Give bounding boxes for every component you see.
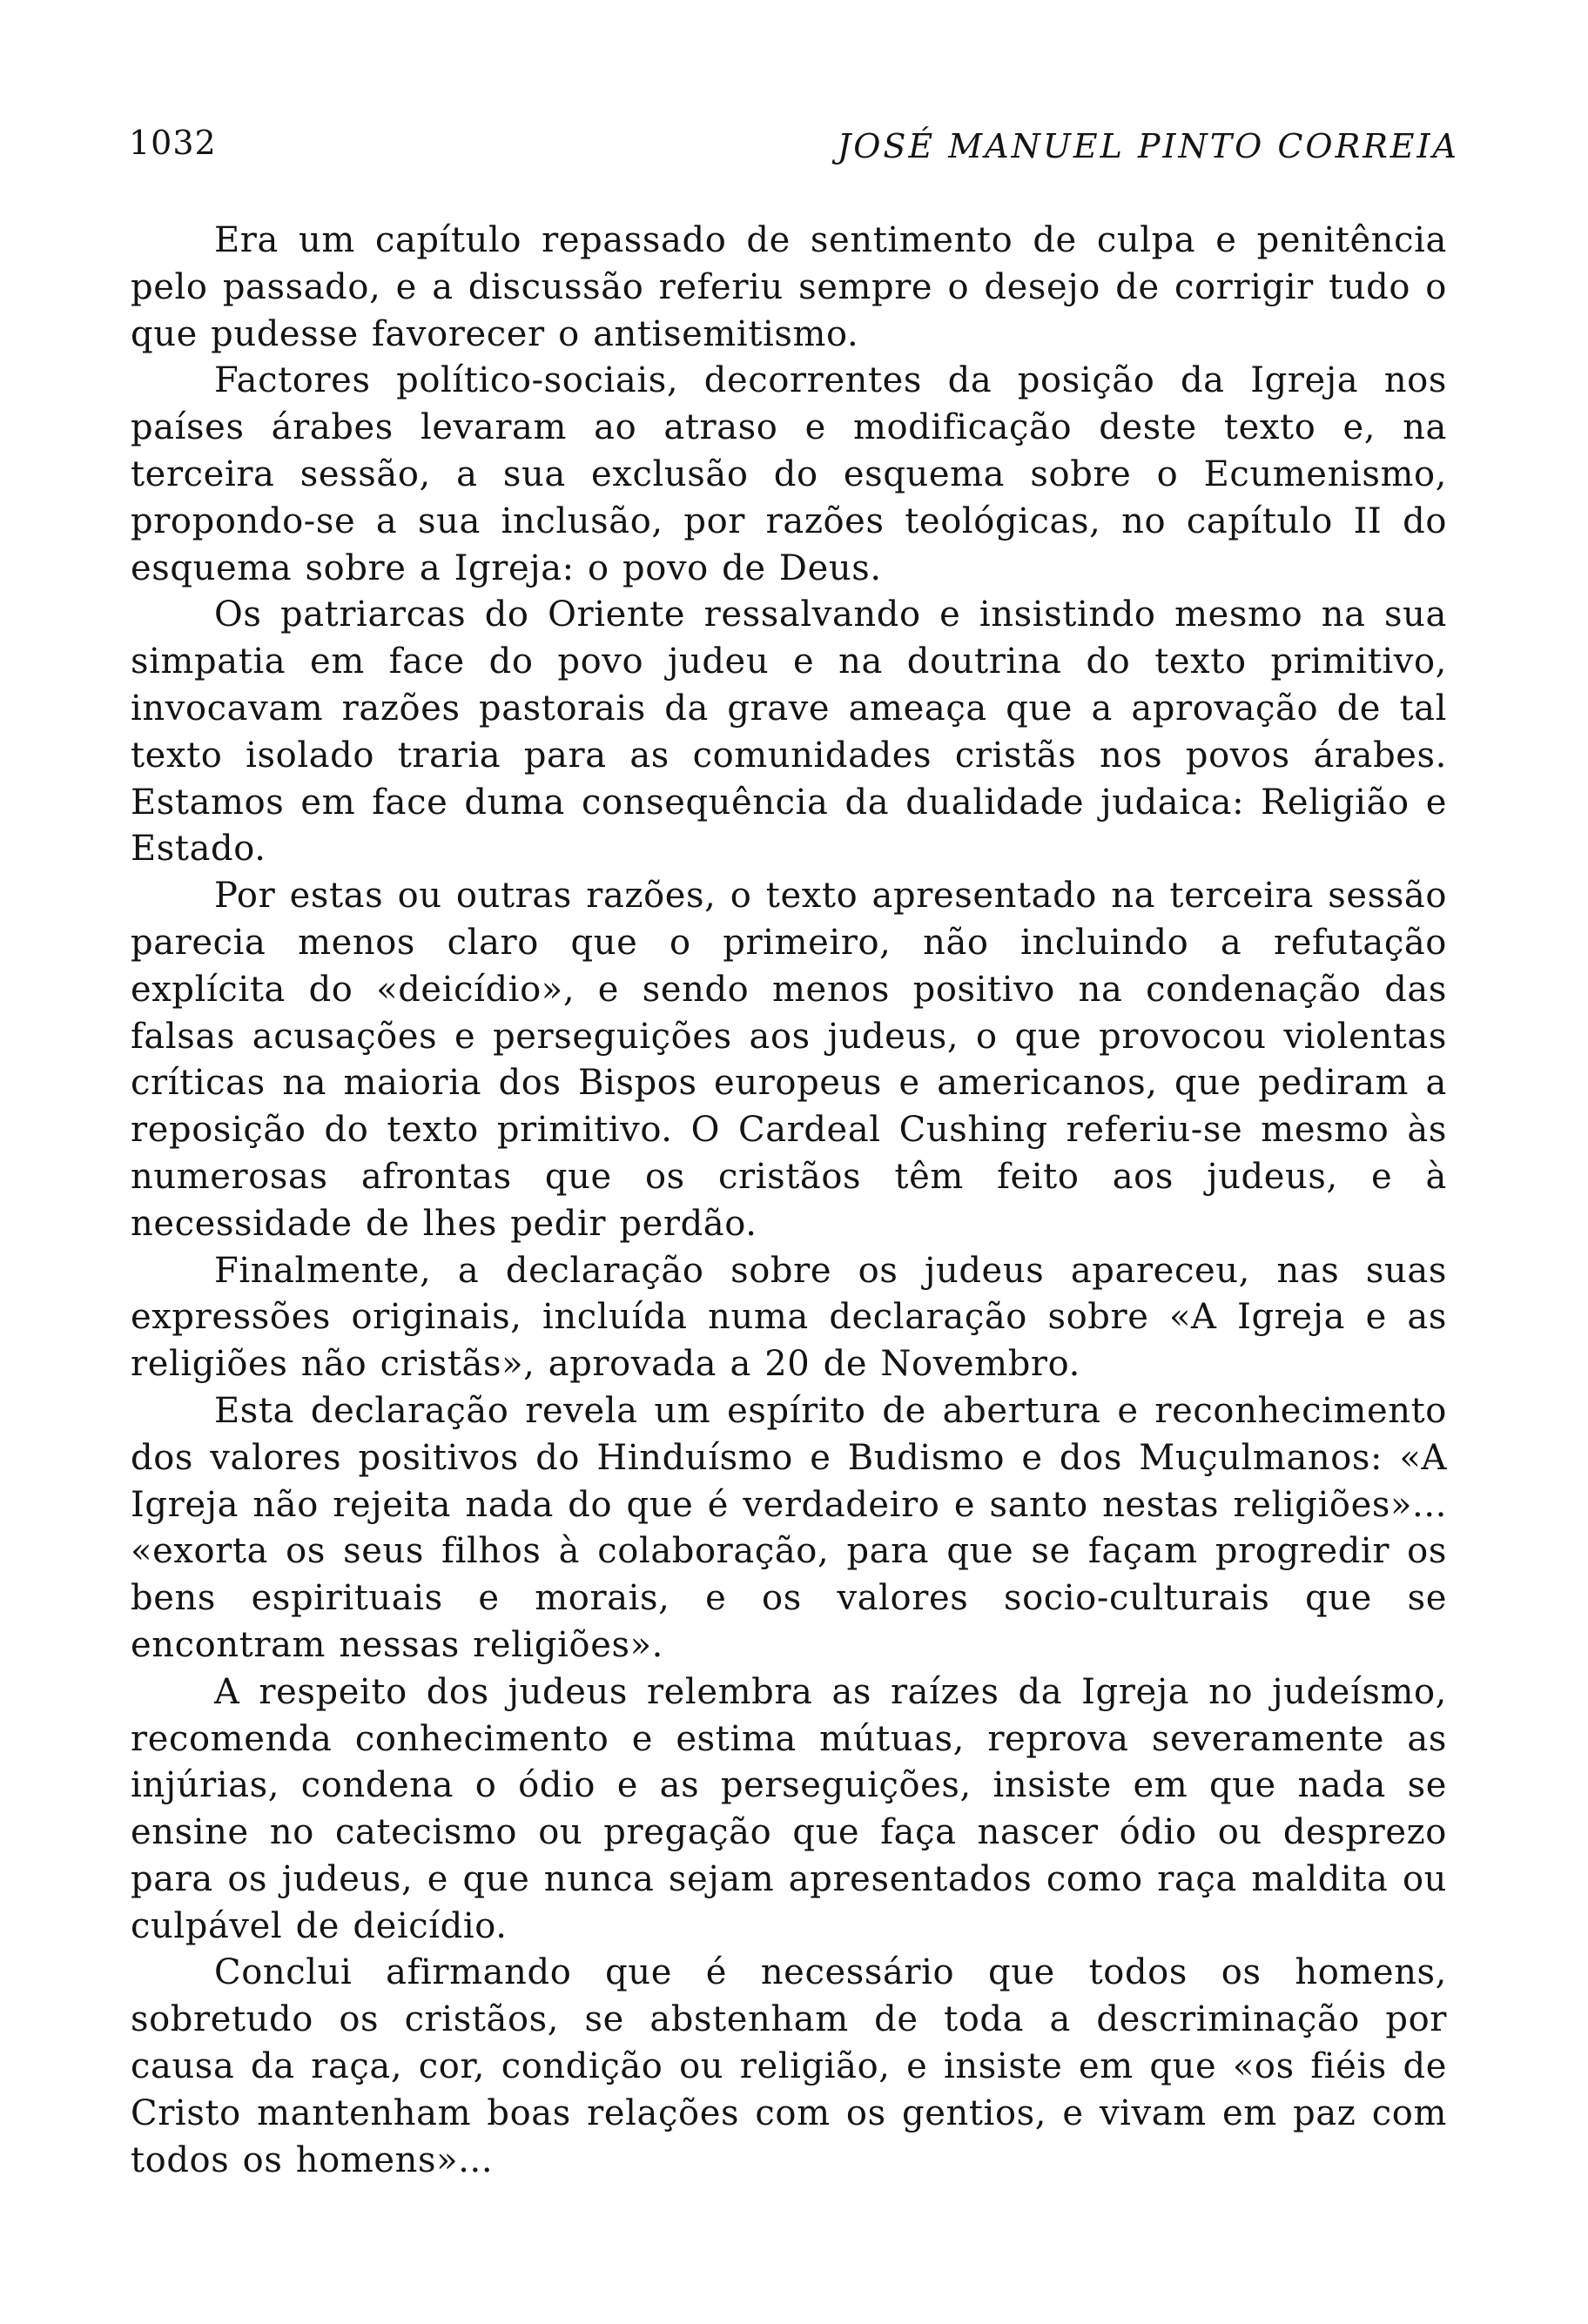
body-text (131, 218, 1447, 2184)
paragraph: Era um capítulo repassado de sentimento de culpa e penitência pelo passado, e a discussão referiu sempre o desejo de corrigir tudo o que pudesse favorecer o antisemitismo. (131, 220, 1447, 354)
paragraph: Conclui afirmando que é necessário que todos os homens, sobretudo os cristãos, se abstenham de toda a descriminação por causa da raça, cor, condição ou religião, e insiste em que «os fiéis de Cristo mantenham boas relações com os gentios, e vivam em paz com todos os homens»... (131, 1952, 1447, 2180)
paragraph: Esta declaração revela um espírito de abertura e reconhecimento dos valores positivos do Hinduísmo e Budismo e dos Muçulmanos: «A Igreja não rejeita nada do que é verdadeiro e santo nestas religiões»... «exorta os seus filhos à colaboração, para que se façam progredir os bens espirituais e morais, e os valores socio-culturais que se encontram nessas religiões». (131, 1390, 1447, 1665)
running-title: JOSÉ MANUEL PINTO CORREIA (838, 127, 1459, 165)
paragraph: Factores político-sociais, decorrentes da posição da Igreja nos países árabes levaram ao atraso e modificação deste texto e, na terceira sessão, a sua exclusão do esquema sobre o Ecumenismo, propondo-se a sua inclusão, por razões teológicas, no capítulo II do esquema sobre a Igreja: o povo de Deus. (131, 360, 1447, 588)
paragraph: A respeito dos judeus relembra as raízes da Igreja no judeísmo, recomenda conhecimento e estima mútuas, reprova severamente as injúrias, condena o ódio e as perseguições, insiste em que nada se ensine no catecismo ou pregação que faça nascer ódio ou desprezo para os judeus, e que nunca sejam apresentados como raça maldita ou culpável de deicídio. (131, 1671, 1447, 1946)
page-number: 1032 (129, 124, 217, 162)
paragraph: Os patriarcas do Oriente ressalvando e insistindo mesmo na sua simpatia em face do povo judeu e na doutrina do texto primitivo, invocavam razões pastorais da grave ameaça que a aprovação de tal texto isolado traria para as comunidades cristãs nos povos árabes. Estamos em face duma consequência da dualidade judaica: Religião e Estado. (131, 594, 1447, 870)
running-header (129, 124, 1459, 176)
paragraph: Por estas ou outras razões, o texto apresentado na terceira sessão parecia menos claro que o primeiro, não incluindo a refutação explícita do «deicídio», e sendo menos positivo na condenação das falsas acusações e perseguições aos judeus, o que provocou violentas críticas na maioria dos Bispos europeus e americanos, que pediram a reposição do texto primitivo. O Cardeal Cushing referiu-se mesmo às numerosas afrontas que os cristãos têm feito aos judeus, e à necessidade de lhes pedir perdão. (131, 876, 1447, 1244)
paragraph: Finalmente, a declaração sobre os judeus apareceu, nas suas expressões originais, incluída numa declaração sobre «A Igreja e as religiões não cristãs», aprovada a 20 de Novembro. (131, 1250, 1447, 1385)
